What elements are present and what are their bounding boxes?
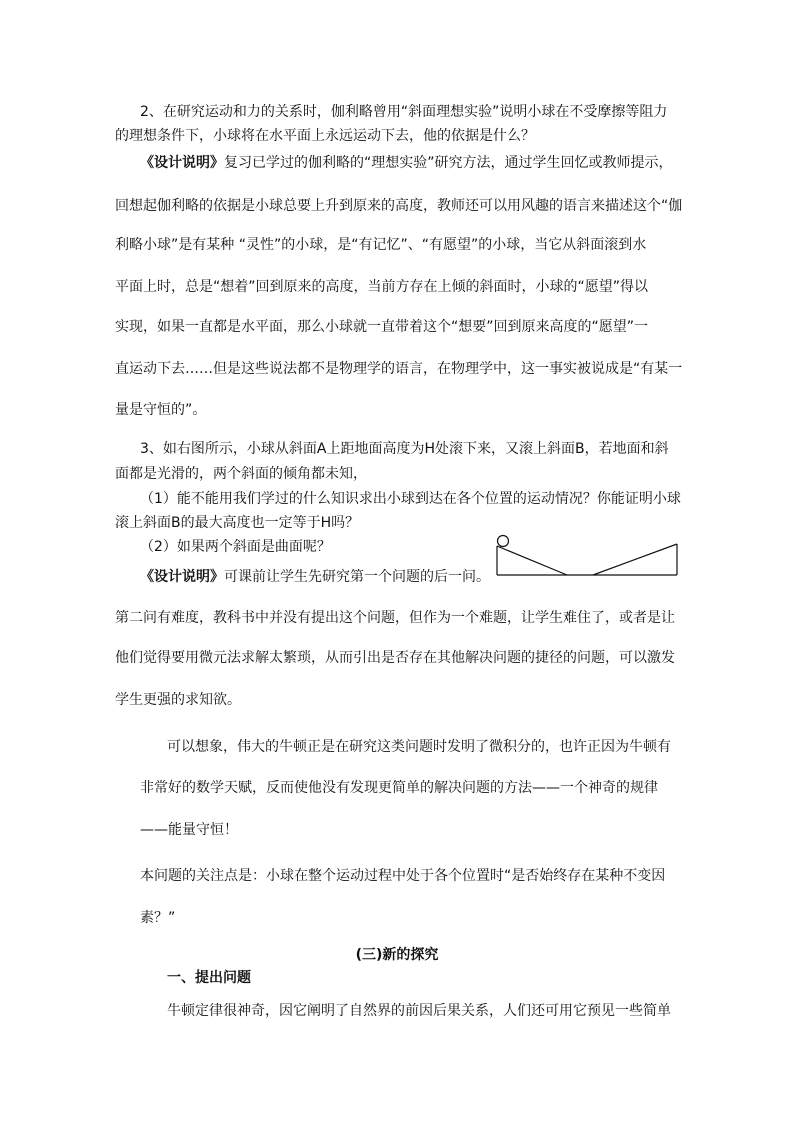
incline-b [593,544,677,575]
design-note-label: 《设计说明》 [140,155,224,171]
focus-line-1: 本问题的关注点是：小球在整个运动过程中处于各个位置时“是否始终存在某种不变因 [140,868,666,884]
design-note-label: 《设计说明》 [140,569,224,585]
design-note-2-line-2: 第二问有难度，教科书中并没有提出这个问题，但作为一个难题，让学生难住了，或者是让 [115,610,675,626]
q3-sub-1-line-1: （1）能不能用我们学过的什么知识求出小球到达在各个位置的运动情况？你能证明小球 [140,491,681,507]
newton-line-1: 可以想象，伟大的牛顿正是在研究这类问题时发明了微积分的，也许正因为牛顿有 [167,739,671,755]
q3-sub-2: （2）如果两个斜面是曲面呢？ [140,539,331,555]
q3-line-2: 面都是光滑的，两个斜面的倾角都未知， [115,466,367,482]
design-note-1-line-3: 利略小球”是有某种 “灵性”的小球，是“有记忆”、“有愿望”的小球，当它从斜面滚到水 [115,237,647,253]
design-note-2-line-3: 他们觉得要用微元法求解太繁琐，从而引出是否存在其他解决问题的捷径的问题，可以激发 [115,650,675,666]
q2-line-2: 的理想条件下，小球将在水平面上永远运动下去，他的依据是什么？ [115,128,535,144]
design-note-1-line-7: 量是守恒的”。 [115,402,207,418]
design-note-1-line-6: 直运动下去……但是这些说法都不是物理学的语言，在物理学中，这一事实被说成是“有某一 [115,361,683,377]
section-title: (三)新的探究 [355,947,439,963]
design-note-2-line-4: 学生更强的求知欲。 [115,692,241,708]
section-subtitle: 一、提出问题 [167,970,251,986]
inclined-planes-figure [495,534,683,582]
design-note-1-line-2: 回想起伽利略的依据是小球总要上升到原来的高度，教师还可以用风趣的语言来描述这个“伽 [115,198,683,214]
design-note-1-line-5: 实现，如果一直都是水平面，那么小球就一直带着这个“想要”回到原来高度的“愿望”一 [115,319,649,335]
focus-line-2: 素？” [140,910,176,926]
section-line-1: 牛顿定律很神奇，因它阐明了自然界的前因后果关系，人们还可用它预见一些简单 [167,1003,671,1019]
design-note-text: 复习已学过的伽利略的“理想实验”研究方法，通过学生回忆或教师提示， [224,155,673,171]
design-note-1-line-1 [140,153,673,173]
incline-a [497,546,567,575]
newton-line-2: 非常好的数学天赋，反而使他没有发现更简单的解决问题的方法——一个神奇的规律 [140,780,658,796]
q2-line-1: 2、在研究运动和力的关系时，伽利略曾用“斜面理想实验”说明小球在不受摩擦等阻力 [140,104,668,120]
newton-line-3: ——能量守恒！ [140,822,238,838]
q3-line-1: 3、如右图所示，小球从斜面A上距地面高度为H处滚下来，又滚上斜面B，若地面和斜 [140,441,669,457]
q3-sub-1-line-2: 滚上斜面B的最大高度也一定等于H吗？ [115,515,360,531]
design-note-1-line-4: 平面上时，总是“想着”回到原来的高度，当前方存在上倾的斜面时，小球的“愿望”得以 [115,279,649,295]
design-note-text: 可课前让学生先研究第一个问题的后一问。 [224,569,490,585]
ball [498,536,509,547]
design-note-2-line-1 [140,567,490,587]
